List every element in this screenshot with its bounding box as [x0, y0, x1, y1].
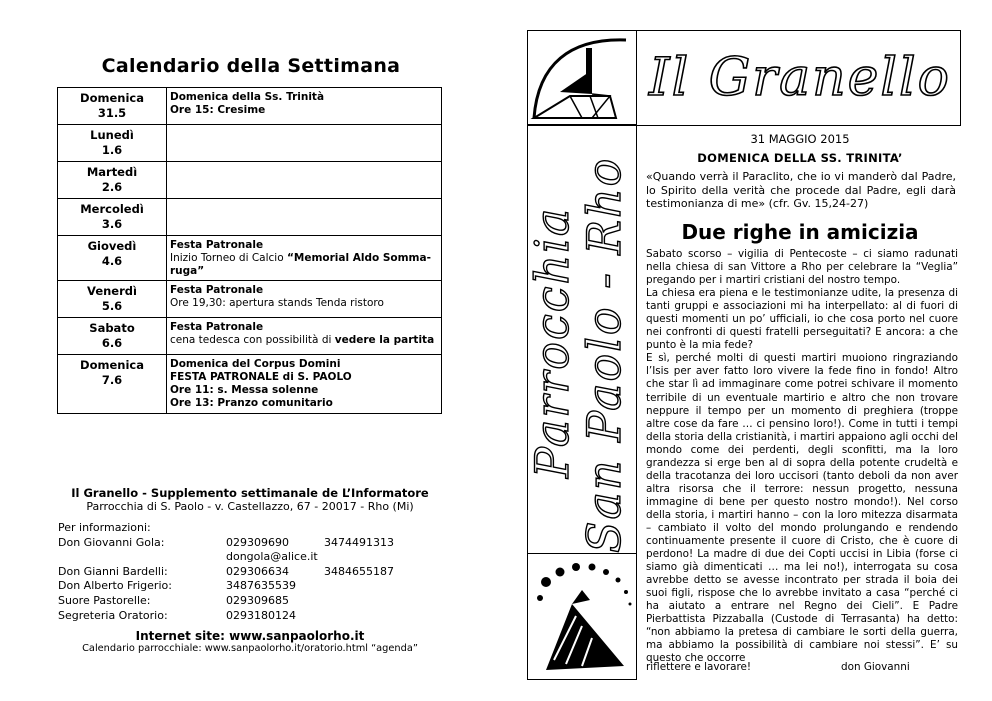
calendar-events — [167, 199, 442, 236]
calendar-row — [58, 236, 442, 281]
calendar-day: Venerdì 5.6 — [58, 281, 167, 318]
contact-row: Segreteria Oratorio: 0293180124 — [58, 608, 296, 622]
calendar-day: Lunedì 1.6 — [58, 125, 167, 162]
issue-date: 31 MAGGIO 2015 — [750, 132, 850, 146]
supplement-title: Il Granello - Supplemento settimanale de L’Informatore — [71, 486, 429, 500]
article-paragraph: La chiesa era piena e le testimonianze udite, la presenza di tanti gruppi e associazioni mi ha interpellato: al di fuori di questi momenti un po’ ufficiali, io che cosa porto nel cuore nei confronti di questi fratelli perseguitati? E ancora: a che punto è la mia fede? — [646, 287, 958, 352]
website-line: Internet site: www.sanpaolorho.it — [135, 629, 365, 643]
parish-name-vertical: Parrocchia — [525, 206, 579, 478]
contact-row: Don Giovanni Gola: 029309690 3474491313 — [58, 535, 394, 549]
divider — [527, 124, 637, 125]
calendar-events — [167, 125, 442, 162]
calendar-title: Calendario della Settimana — [101, 55, 401, 77]
closing-text: riflettere e lavorare! — [646, 661, 752, 673]
contacts-intro: Per informazioni: — [58, 521, 151, 534]
calendar-row — [58, 162, 442, 199]
calendar-events — [167, 162, 442, 199]
contacts-block — [58, 521, 458, 623]
calendar-table — [57, 87, 442, 414]
calendar-row — [58, 199, 442, 236]
calendar-day: Giovedì 4.6 — [58, 236, 167, 281]
calendar-day: Mercoledì 3.6 — [58, 199, 167, 236]
divider — [527, 553, 637, 554]
calendar-row — [58, 318, 442, 355]
supplement-block — [30, 486, 470, 514]
contact-row: Don Alberto Frigerio: 3487635539 — [58, 579, 296, 593]
gospel-quote: «Quando verrà il Paraclito, che io vi manderò dal Padre, lo Spirito della verità che procede dal Padre, egli darà testimonianza di me» (cfr. Gv. 15,24-27) — [646, 170, 956, 210]
calendar-row — [58, 88, 442, 125]
article-paragraph: E sì, perché molti di questi martiri muoiono ringraziando l’Isis per aver fatto loro vivere la fede fino in fondo! Altro che star lì ad immaginare come potrei schivare il momento terribile di un eventuale martirio e altro che non trovare neppure il tempo per un momento di preghiera (troppe altre cose da fare … ci pensino loro!). Come in tutti i tempi della storia della cristianità, i martiri appaiono agli occhi del mondo come dei perdenti, degli sconfitti, ma la loro grandezza si erge ben al di sopra della potente crudeltà e della tracotanza dei loro uccisori (tanto deboli da non aver altra risorsa che il terrore: nessun progetto, nessuna immagine di bene per questo nostro mondo!). Nel corso della storia, i martiri hanno – con la loro mitezza disarmata – cambiato il volto del mondo prolungando e rendendo continuamente presente il cuore di Cristo, che è cuore di perdono! La madre di due dei Copti uccisi in Libia (forse ci siamo già dimenticati … ma lei no!), interrogata su cosa avrebbe detto se avesse incontrato per strada il boia dei suoi figli, rispose che lo avrebbe invitato a casa “perché ci ha aiutato a entrare nel Regno dei Cieli”. E Padre Pierbattista Pizzaballa (Custode di Terrasanta) ha detto: “non abbiamo la pretesa di cambiare le sorti della guerra, ma abbiamo la possibilità di cambiare noi stessi”. E’ su questo che occorre — [646, 352, 958, 665]
calendar-events: Domenica della Ss. Trinità Ore 15: Cresime — [167, 88, 442, 125]
church-logo — [530, 34, 634, 122]
signature: don Giovanni — [841, 661, 910, 673]
calendar-row — [58, 355, 442, 414]
calendar-row — [58, 281, 442, 318]
article-body — [646, 248, 958, 666]
contact-row: Don Gianni Bardelli: 029306634 3484655187 — [58, 564, 394, 578]
calendar-events: Festa Patronale Ore 19,30: apertura stands Tenda ristoro — [167, 281, 442, 318]
calendar-day: Domenica 31.5 — [58, 88, 167, 125]
calendar-day: Domenica 7.6 — [58, 355, 167, 414]
calendar-events: Festa Patronale Inizio Torneo di Calcio “Memorial Aldo Somma- ruga” — [167, 236, 442, 281]
calendar-events: Festa Patronale cena tedesca con possibilità di vedere la partita — [167, 318, 442, 355]
calendar-events: Domenica del Corpus Domini FESTA PATRONALE di S. PAOLO Ore 11: s. Messa solenne Ore 13: Pranzo comunitario — [167, 355, 442, 414]
contact-row: Suore Pastorelle: 029309685 — [58, 593, 289, 607]
calendar-link-line: Calendario parrocchiale: www.sanpaolorho.it/oratorio.html “agenda” — [82, 643, 418, 654]
calendar-day: Martedì 2.6 — [58, 162, 167, 199]
parish-location-vertical: San Paolo - Rho — [577, 156, 631, 553]
article-paragraph: Sabato scorso – vigilia di Pentecoste – ci siamo radunati nella chiesa di san Vittore a Rho per celebrare la “Veglia” pregando per i martiri cristiani del nostro tempo. — [646, 248, 958, 287]
masthead-title: Il Granello — [649, 48, 951, 108]
calendar-day: Sabato 6.6 — [58, 318, 167, 355]
article-closing — [646, 661, 958, 674]
contact-row — [58, 550, 458, 565]
sower-logo — [532, 560, 634, 676]
article-heading: Due righe in amicizia — [681, 220, 919, 244]
calendar-row — [58, 125, 442, 162]
parish-address: Parrocchia di S. Paolo - v. Castellazzo, 67 - 20017 - Rho (Mi) — [86, 500, 414, 513]
sunday-title: DOMENICA DELLA SS. TRINITA’ — [697, 151, 903, 165]
email-link[interactable]: dongola@alice.it — [226, 550, 318, 564]
